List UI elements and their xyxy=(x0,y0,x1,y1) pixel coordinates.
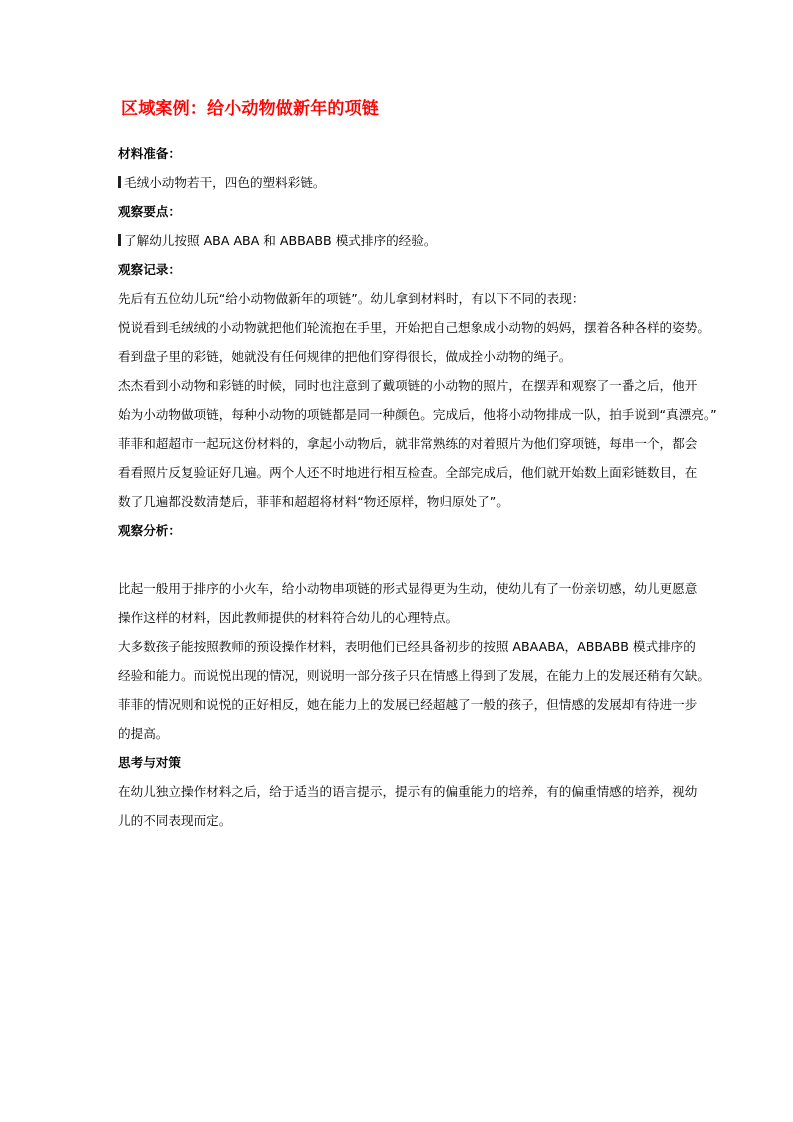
record-line: 始为小动物做项链，每种小动物的项链都是同一种颜色。完成后，他将小动物排成一队，拍手说到“真漂亮。” xyxy=(118,407,717,422)
bullet-marker-icon xyxy=(118,234,121,246)
materials-item xyxy=(118,175,326,191)
points-heading: 观察要点： xyxy=(118,204,181,219)
record-line: 看看照片反复验证好几遍。两个人还不时地进行相互检查。全部完成后，他们就开始数上面彩链数目，在 xyxy=(118,465,698,480)
analysis-line: 操作这样的材料，因此教师提供的材料符合幼儿的心理特点。 xyxy=(118,610,459,625)
analysis-line: 经验和能力。而说悦出现的情况，则说明一部分孩子只在情感上得到了发展，在能力上的发展还稍有欠缺。 xyxy=(118,668,710,683)
analysis-heading: 观察分析： xyxy=(118,523,181,538)
materials-heading: 材料准备： xyxy=(118,146,181,161)
reflection-line: 儿的不同表现而定。 xyxy=(118,813,232,828)
analysis-line: 菲菲的情况则和说悦的正好相反，她在能力上的发展已经超越了一般的孩子，但情感的发展却有待进一步 xyxy=(118,697,698,712)
page-title: 区域案例：给小动物做新年的项链 xyxy=(121,99,379,119)
record-line: 菲菲和超超市一起玩这份材料的，拿起小动物后，就非常熟练的对着照片为他们穿项链，每串一个，都会 xyxy=(118,436,698,451)
materials-text: 毛绒小动物若干，四色的塑料彩链。 xyxy=(124,175,326,190)
points-text: 了解幼儿按照 ABA ABA 和 ABBABB 模式排序的经验。 xyxy=(124,233,437,248)
analysis-line: 大多数孩子能按照教师的预设操作材料，表明他们已经具备初步的按照 ABAABA，ABBABB 模式排序的 xyxy=(118,639,696,654)
reflection-line: 在幼儿独立操作材料之后，给于适当的语言提示，提示有的偏重能力的培养，有的偏重情感的培养，视幼 xyxy=(118,784,698,799)
record-line: 看到盘子里的彩链，她就没有任何规律的把他们穿得很长，做成拴小动物的绳子。 xyxy=(118,349,572,364)
record-line: 悦说看到毛绒绒的小动物就把他们轮流抱在手里，开始把自己想象成小动物的妈妈，摆着各种各样的姿势。 xyxy=(118,320,710,335)
bullet-marker-icon xyxy=(118,176,121,188)
reflection-heading: 思考与对策 xyxy=(118,755,181,770)
record-line: 先后有五位幼儿玩“给小动物做新年的项链”。幼儿拿到材料时，有以下不同的表现： xyxy=(118,291,585,306)
analysis-line: 比起一般用于排序的小火车，给小动物串项链的形式显得更为生动，使幼儿有了一份亲切感，幼儿更愿意 xyxy=(118,581,698,596)
record-line: 杰杰看到小动物和彩链的时候，同时也注意到了戴项链的小动物的照片，在摆弄和观察了一番之后，他开 xyxy=(118,378,698,393)
points-item xyxy=(118,233,436,249)
record-line: 数了几遍都没数清楚后，菲菲和超超将材料“物还原样，物归原处了”。 xyxy=(118,494,509,509)
analysis-line: 的提高。 xyxy=(118,726,169,741)
record-heading: 观察记录： xyxy=(118,262,181,277)
